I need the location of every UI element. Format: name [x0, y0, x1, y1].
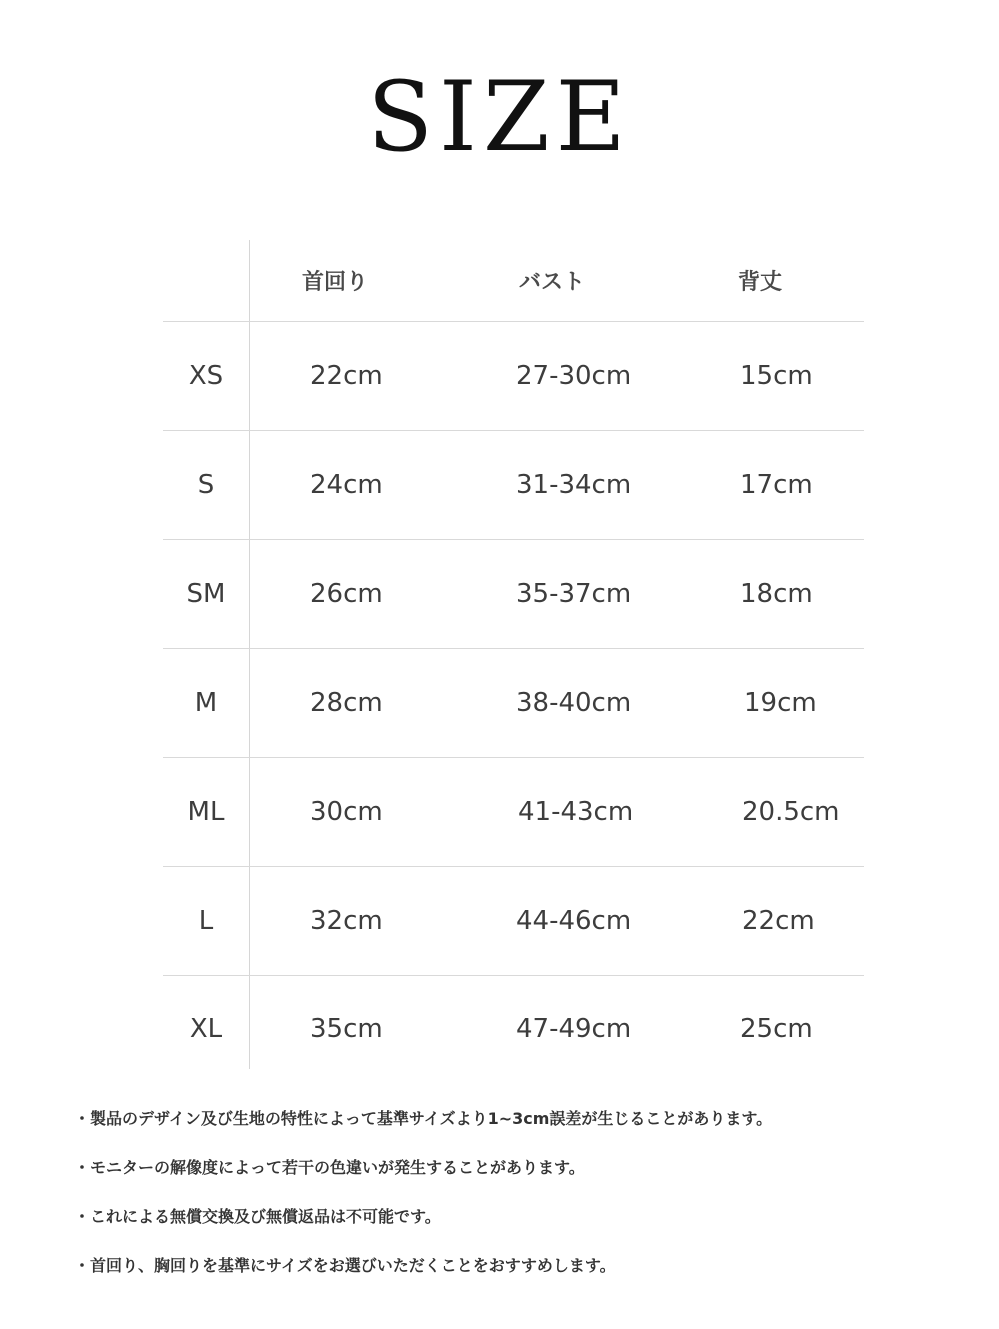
- header-length: 背丈: [738, 270, 783, 295]
- table-header-row: [163, 240, 864, 322]
- bust-value: 35-37cm: [516, 579, 632, 609]
- bust-value: 44-46cm: [516, 906, 632, 936]
- length-value: 25cm: [740, 1014, 813, 1044]
- note-item: ・製品のデザイン及び生地の特性によって基準サイズより1~3cm誤差が生じることがあります。: [74, 1109, 773, 1128]
- table-row: [163, 976, 864, 1069]
- header-size: [163, 240, 249, 321]
- bust-value: 31-34cm: [516, 470, 632, 500]
- neck-value: 35cm: [310, 1014, 383, 1044]
- length-value: 19cm: [744, 688, 817, 718]
- length-value: 17cm: [740, 470, 813, 500]
- note-item: ・首回り、胸回りを基準にサイズをお選びいただくことをおすすめします。: [74, 1256, 616, 1275]
- length-value: 15cm: [740, 361, 813, 391]
- size-label: XL: [189, 1014, 223, 1044]
- neck-value: 24cm: [310, 470, 383, 500]
- table-row: [163, 867, 864, 976]
- header-bust: バスト: [519, 270, 586, 295]
- neck-value: 32cm: [310, 906, 383, 936]
- table-row: [163, 758, 864, 867]
- page-title: SIZE: [367, 61, 632, 173]
- length-value: 22cm: [742, 906, 815, 936]
- size-label: ML: [187, 797, 225, 827]
- size-label: SM: [186, 579, 226, 609]
- neck-value: 28cm: [310, 688, 383, 718]
- table-row: [163, 540, 864, 649]
- size-label: S: [197, 470, 215, 500]
- length-value: 18cm: [740, 579, 813, 609]
- length-value: 20.5cm: [742, 797, 840, 827]
- neck-value: 22cm: [310, 361, 383, 391]
- note-item: ・モニターの解像度によって若干の色違いが発生することがあります。: [74, 1158, 585, 1177]
- table-row: [163, 322, 864, 431]
- note-item: ・これによる無償交換及び無償返品は不可能です。: [74, 1207, 441, 1226]
- size-label: L: [198, 906, 214, 936]
- header-neck: 首回り: [302, 270, 369, 295]
- table-row: [163, 431, 864, 540]
- size-label: XS: [188, 361, 224, 391]
- bust-value: 41-43cm: [518, 797, 634, 827]
- neck-value: 26cm: [310, 579, 383, 609]
- bust-value: 47-49cm: [516, 1014, 632, 1044]
- notes-list: [74, 1104, 954, 1300]
- bust-value: 38-40cm: [516, 688, 632, 718]
- size-label: M: [194, 688, 218, 718]
- bust-value: 27-30cm: [516, 361, 632, 391]
- table-row: [163, 649, 864, 758]
- neck-value: 30cm: [310, 797, 383, 827]
